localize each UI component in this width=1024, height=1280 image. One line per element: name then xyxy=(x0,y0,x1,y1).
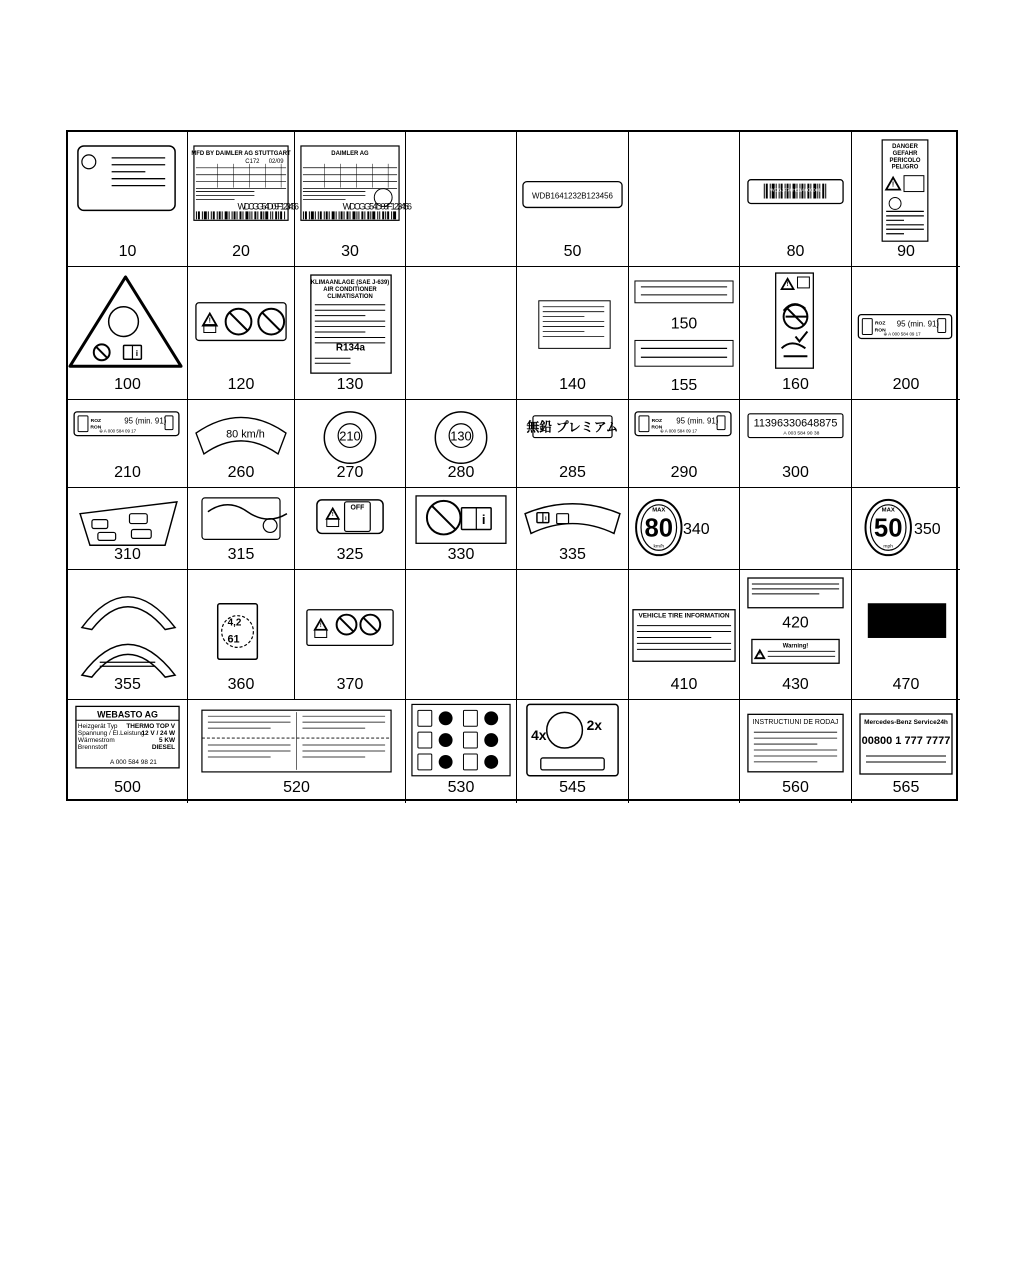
callout-number: 520 xyxy=(283,779,310,796)
svg-text:Brennstoff: Brennstoff xyxy=(77,744,108,752)
label-cell-355 xyxy=(68,570,188,700)
label-cell-50 xyxy=(517,132,629,267)
two-labels-label-art xyxy=(740,570,851,699)
label-cell-350 xyxy=(852,488,960,570)
svg-text:KLIMAANLAGE (SAE J-639): KLIMAANLAGE (SAE J-639) xyxy=(310,279,390,286)
callout-number: 80 xyxy=(786,243,805,260)
svg-text:Warning!: Warning! xyxy=(782,643,809,650)
label-cell-blank-r6c5 xyxy=(629,700,740,803)
label-cell-280 xyxy=(406,400,517,488)
svg-text:02/09: 02/09 xyxy=(268,158,284,165)
svg-text:PELIGRO: PELIGRO xyxy=(891,164,919,171)
svg-text:95 (min. 91): 95 (min. 91) xyxy=(676,416,719,426)
svg-text:DIESEL: DIESEL xyxy=(151,744,176,752)
svg-text:2x: 2x xyxy=(586,717,603,734)
label-cell-360 xyxy=(188,570,295,700)
svg-text:ROZ: ROZ xyxy=(874,321,886,327)
svg-text:R134a: R134a xyxy=(335,342,366,354)
svg-text:80 km/h: 80 km/h xyxy=(226,428,265,441)
callout-number: 120 xyxy=(227,376,255,393)
label-cell-335 xyxy=(517,488,629,570)
callout-number: 310 xyxy=(114,546,141,563)
svg-text:WDB1641232B123456: WDB1641232B123456 xyxy=(532,191,613,201)
callout-number: 370 xyxy=(336,676,364,693)
callout-number: 355 xyxy=(114,676,141,693)
svg-text:⊕ A 000 584 09 17: ⊕ A 000 584 09 17 xyxy=(99,428,137,434)
svg-text:A 003 584 90 38: A 003 584 90 38 xyxy=(783,431,820,437)
label-cell-545 xyxy=(517,700,629,803)
callout-155: 155 xyxy=(670,376,698,394)
callout-number: 500 xyxy=(114,779,141,796)
callout-number: 285 xyxy=(559,464,586,481)
label-cell-410 xyxy=(629,570,740,700)
svg-text:無鉛 プレミアム: 無鉛 プレミアム xyxy=(526,419,619,435)
svg-text:THERMO TOP V: THERMO TOP V xyxy=(126,723,176,731)
callout-number: 30 xyxy=(341,243,359,260)
label-cell-310 xyxy=(68,488,188,570)
label-cell-330 xyxy=(406,488,517,570)
callout-number: 200 xyxy=(892,376,920,393)
svg-text:C172: C172 xyxy=(245,158,260,165)
label-cell-370 xyxy=(295,570,406,700)
callout-number: 360 xyxy=(227,676,255,693)
label-cell-260 xyxy=(188,400,295,488)
label-cell-blank-r3c8 xyxy=(852,400,960,488)
callout-number: 340 xyxy=(683,521,710,538)
svg-text:ROZ: ROZ xyxy=(90,418,102,424)
svg-text:WDCGG54D09F123456: WDCGG54D09F123456 xyxy=(342,201,412,212)
label-cell-530 xyxy=(406,700,517,803)
svg-text:OFF: OFF xyxy=(350,504,365,512)
svg-text:RON: RON xyxy=(651,425,663,431)
label-cell-80 xyxy=(740,132,852,267)
label-cell-300 xyxy=(740,400,852,488)
label-cell-315 xyxy=(188,488,295,570)
label-cell-blank-r1c4 xyxy=(406,132,517,267)
label-cell-285 xyxy=(517,400,629,488)
label-cell-270 xyxy=(295,400,406,488)
svg-text:80: 80 xyxy=(644,514,674,543)
callout-430: 430 xyxy=(782,676,809,694)
callout-number: 560 xyxy=(782,779,809,796)
callout-number: 300 xyxy=(782,464,809,481)
callout-number: 140 xyxy=(559,376,586,393)
svg-text:95 (min. 91): 95 (min. 91) xyxy=(896,319,940,329)
label-cell-325 xyxy=(295,488,406,570)
svg-text:i: i xyxy=(545,516,547,523)
callout-number: 270 xyxy=(336,464,364,481)
label-cell-blank-r1c6 xyxy=(629,132,740,267)
svg-text:00800 1 777 7777: 00800 1 777 7777 xyxy=(861,735,951,747)
callout-number: 10 xyxy=(118,243,137,260)
svg-text:!: ! xyxy=(208,317,211,325)
callout-number: 260 xyxy=(227,464,255,481)
callout-number: 130 xyxy=(336,376,364,393)
label-cell-520 xyxy=(188,700,406,803)
label-cell-150 xyxy=(629,267,740,400)
svg-text:!: ! xyxy=(759,651,761,657)
svg-text:WEBASTO AG: WEBASTO AG xyxy=(97,709,158,720)
svg-text:50: 50 xyxy=(873,514,903,543)
svg-text:Heizgerät Typ: Heizgerät Typ xyxy=(77,723,118,731)
callout-number: 20 xyxy=(232,243,250,260)
svg-text:MAX: MAX xyxy=(652,507,666,514)
svg-text:4x: 4x xyxy=(531,727,547,744)
label-cell-560 xyxy=(740,700,852,803)
label-cell-blank-r4c7 xyxy=(740,488,852,570)
svg-text:!: ! xyxy=(319,622,322,629)
label-cell-160 xyxy=(740,267,852,400)
label-cell-470 xyxy=(852,570,960,700)
callout-number: 290 xyxy=(670,464,698,481)
svg-text:MFD BY DAIMLER AG STUTTGART: MFD BY DAIMLER AG STUTTGART xyxy=(191,150,291,157)
svg-text:!: ! xyxy=(331,511,334,518)
callout-number: 90 xyxy=(897,243,915,260)
label-catalog-diagram xyxy=(66,130,958,801)
svg-text:DANGER: DANGER xyxy=(892,143,918,150)
svg-text:⊕ A 000 584 09 17: ⊕ A 000 584 09 17 xyxy=(660,428,698,434)
svg-text:km/h: km/h xyxy=(653,544,665,550)
label-cell-340 xyxy=(629,488,740,570)
svg-text:WDCGG54D09F123456: WDCGG54D09F123456 xyxy=(237,201,299,212)
label-cell-120 xyxy=(188,267,295,400)
svg-text:Spannung / El.Leistung: Spannung / El.Leistung xyxy=(77,730,145,738)
label-cell-210 xyxy=(68,400,188,488)
callout-number: 100 xyxy=(114,376,141,393)
label-cell-140 xyxy=(517,267,629,400)
arabic-pair-label-art xyxy=(629,267,739,399)
callout-number: 530 xyxy=(447,779,475,796)
label-cell-blank-r5c5 xyxy=(517,570,629,700)
label-cell-290 xyxy=(629,400,740,488)
svg-text:i: i xyxy=(481,512,486,528)
svg-text:210: 210 xyxy=(339,428,361,444)
callout-number: 50 xyxy=(563,243,582,260)
label-cell-blank-r2c4 xyxy=(406,267,517,400)
svg-text:ROZ: ROZ xyxy=(651,418,663,424)
label-cell-130 xyxy=(295,267,406,400)
svg-text:61: 61 xyxy=(227,633,240,646)
svg-text:RON: RON xyxy=(90,425,102,431)
label-cell-500 xyxy=(68,700,188,803)
svg-text:5 KW: 5 KW xyxy=(159,737,176,745)
svg-text:12 V / 24 W: 12 V / 24 W xyxy=(141,730,176,738)
svg-text:!: ! xyxy=(891,181,895,189)
svg-text:VEHICLE TIRE INFORMATION: VEHICLE TIRE INFORMATION xyxy=(638,612,730,620)
callout-number: 545 xyxy=(559,779,586,796)
svg-text:MAX: MAX xyxy=(881,507,895,514)
callout-number: 350 xyxy=(914,521,941,538)
label-cell-30 xyxy=(295,132,412,267)
callout-number: 160 xyxy=(782,376,809,393)
svg-text:WDBJF70H51A000001: WDBJF70H51A000001 xyxy=(769,188,822,194)
callout-number: 565 xyxy=(892,779,920,796)
callout-number: 410 xyxy=(670,676,698,693)
callout-number: 315 xyxy=(227,546,255,563)
callout-number: 335 xyxy=(559,546,586,563)
label-cell-blank-r5c4 xyxy=(406,570,517,700)
label-cell-420 xyxy=(740,570,852,700)
label-cell-20 xyxy=(188,132,299,267)
svg-text:Wärmestrom: Wärmestrom xyxy=(77,737,115,745)
svg-text:DAIMLER AG: DAIMLER AG xyxy=(331,150,369,157)
svg-text:RON: RON xyxy=(874,328,886,334)
callout-150: 150 xyxy=(670,315,698,333)
label-cell-10 xyxy=(68,132,188,267)
label-cell-100 xyxy=(68,267,188,400)
svg-text:A 000 584 98 21: A 000 584 98 21 xyxy=(109,758,157,766)
label-cell-90 xyxy=(852,132,960,267)
svg-text:AIR CONDITIONER: AIR CONDITIONER xyxy=(323,286,377,293)
callout-number: 280 xyxy=(447,464,475,481)
svg-text:⊕ A 000 584 09 17: ⊕ A 000 584 09 17 xyxy=(883,331,921,337)
svg-text:mph: mph xyxy=(883,544,894,550)
svg-text:CLIMATISATION: CLIMATISATION xyxy=(327,293,373,300)
callout-420: 420 xyxy=(782,614,809,632)
svg-text:i: i xyxy=(135,347,139,358)
label-cell-200 xyxy=(852,267,960,400)
svg-text:4,2: 4,2 xyxy=(227,617,242,629)
callout-number: 210 xyxy=(114,464,141,481)
svg-text:GEFAHR: GEFAHR xyxy=(892,150,918,157)
callout-number: 325 xyxy=(336,546,364,563)
svg-text:95 (min. 91): 95 (min. 91) xyxy=(124,416,167,426)
callout-number: 470 xyxy=(892,676,920,693)
callout-number: 330 xyxy=(447,546,475,563)
svg-text:11396330648875: 11396330648875 xyxy=(753,417,838,430)
svg-text:Mercedes-Benz Service24h: Mercedes-Benz Service24h xyxy=(864,719,948,726)
max-speed-label-art xyxy=(852,488,960,569)
svg-text:PERICOLO: PERICOLO xyxy=(889,157,921,164)
svg-text:!: ! xyxy=(786,282,789,289)
label-cell-565 xyxy=(852,700,960,803)
svg-text:130: 130 xyxy=(450,428,472,444)
svg-text:INSTRUCTIUNI DE RODAJ: INSTRUCTIUNI DE RODAJ xyxy=(752,719,839,727)
